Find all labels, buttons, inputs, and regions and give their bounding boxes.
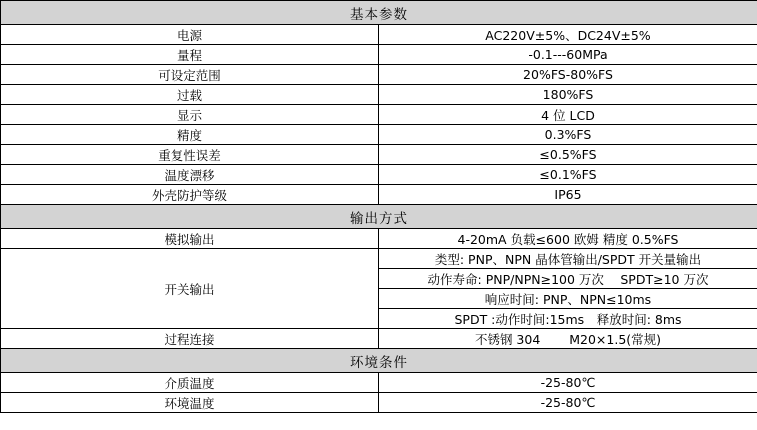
spec-value: 4 位 LCD xyxy=(379,105,757,125)
spec-value: -25-80℃ xyxy=(379,393,757,413)
section-title: 环境条件 xyxy=(1,349,757,373)
row-display xyxy=(1,105,757,125)
row-settable-range xyxy=(1,65,757,85)
spec-value-switch-life: 动作寿命: PNP/NPN≥100 万次 SPDT≥10 万次 xyxy=(379,269,757,289)
spec-value: ≤0.1%FS xyxy=(379,165,757,185)
row-range xyxy=(1,45,757,65)
spec-value-switch-spdt: SPDT :动作时间:15ms 释放时间: 8ms xyxy=(379,309,757,329)
spec-value: -0.1---60MPa xyxy=(379,45,757,65)
spec-label: 精度 xyxy=(1,125,379,145)
spec-value: -25-80℃ xyxy=(379,373,757,393)
spec-label: 开关输出 xyxy=(1,249,379,329)
spec-label: 量程 xyxy=(1,45,379,65)
spec-label: 电源 xyxy=(1,25,379,45)
spec-label: 过程连接 xyxy=(1,329,379,349)
spec-label: 重复性误差 xyxy=(1,145,379,165)
spec-label: 显示 xyxy=(1,105,379,125)
spec-value: 4-20mA 负载≤600 欧姆 精度 0.5%FS xyxy=(379,229,757,249)
spec-label: 介质温度 xyxy=(1,373,379,393)
spec-value: ≤0.5%FS xyxy=(379,145,757,165)
spec-label: 温度漂移 xyxy=(1,165,379,185)
spec-value-switch-type: 类型: PNP、NPN 晶体管输出/SPDT 开关量输出 xyxy=(379,249,757,269)
spec-label: 可设定范围 xyxy=(1,65,379,85)
spec-label: 过载 xyxy=(1,85,379,105)
spec-label: 模拟输出 xyxy=(1,229,379,249)
row-switch-output xyxy=(1,249,757,269)
row-medium-temperature xyxy=(1,373,757,393)
section-header-output-mode xyxy=(1,205,757,229)
section-title: 输出方式 xyxy=(1,205,757,229)
spec-value: AC220V±5%、DC24V±5% xyxy=(379,25,757,45)
section-header-basic-params xyxy=(1,1,757,25)
row-overload xyxy=(1,85,757,105)
spec-value: 不锈钢 304 M20×1.5(常规) xyxy=(379,329,757,349)
spec-value: IP65 xyxy=(379,185,757,205)
spec-label: 外壳防护等级 xyxy=(1,185,379,205)
row-ip-rating xyxy=(1,185,757,205)
row-accuracy xyxy=(1,125,757,145)
row-process-connection xyxy=(1,329,757,349)
spec-value: 20%FS-80%FS xyxy=(379,65,757,85)
row-power-supply xyxy=(1,25,757,45)
spec-value: 180%FS xyxy=(379,85,757,105)
row-analog-output xyxy=(1,229,757,249)
spec-value: 0.3%FS xyxy=(379,125,757,145)
row-temperature-drift xyxy=(1,165,757,185)
row-ambient-temperature xyxy=(1,393,757,413)
section-header-environment xyxy=(1,349,757,373)
row-repeatability-error xyxy=(1,145,757,165)
spec-label: 环境温度 xyxy=(1,393,379,413)
section-title: 基本参数 xyxy=(1,1,757,25)
spec-value-switch-response: 响应时间: PNP、NPN≤10ms xyxy=(379,289,757,309)
